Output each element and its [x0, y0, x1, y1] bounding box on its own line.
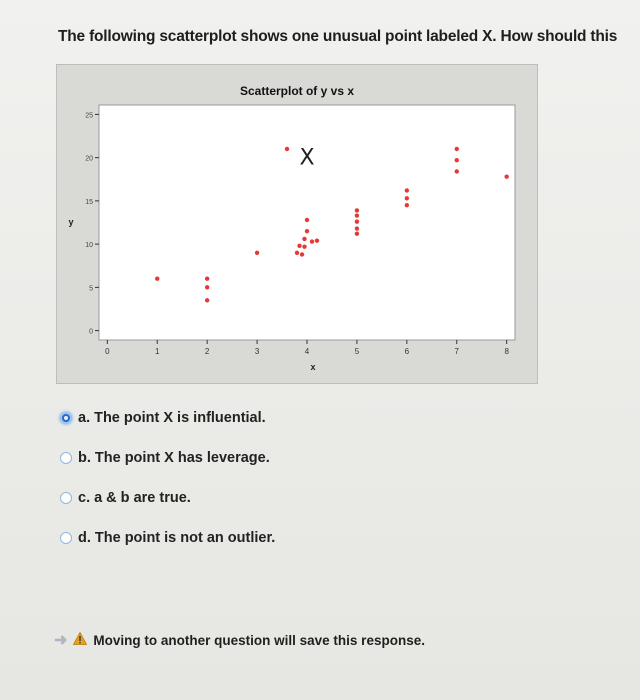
data-point	[355, 226, 359, 230]
option-letter: c.	[78, 490, 91, 506]
data-point	[455, 158, 459, 162]
data-point	[205, 298, 209, 302]
x-tick-label: 1	[155, 347, 160, 356]
y-axis-label: y	[68, 217, 74, 227]
radio-button[interactable]	[60, 452, 72, 464]
x-axis-label: x	[310, 362, 316, 372]
data-point	[405, 196, 409, 200]
radio-button[interactable]	[60, 412, 72, 424]
data-point	[455, 169, 459, 173]
data-point	[300, 252, 304, 256]
x-tick-label: 5	[354, 347, 360, 356]
x-tick-label: 6	[404, 347, 410, 356]
data-point	[355, 208, 359, 212]
data-point	[255, 251, 259, 255]
answer-option-c[interactable]	[60, 478, 275, 518]
answer-option-a[interactable]	[60, 398, 275, 438]
unusual-point-label: X	[299, 145, 315, 171]
data-point	[305, 229, 309, 233]
y-tick-label: 20	[85, 155, 93, 163]
radio-button[interactable]	[60, 492, 72, 504]
y-tick-label: 25	[85, 112, 93, 120]
data-point	[155, 277, 159, 281]
option-text: The point X has leverage.	[94, 450, 270, 466]
option-text: The point X is influential.	[94, 410, 266, 426]
x-tick-label: 2	[204, 347, 210, 356]
data-point	[504, 174, 508, 178]
answer-options	[60, 398, 275, 558]
plot-area	[99, 105, 515, 340]
option-letter: a.	[78, 410, 91, 426]
data-point	[302, 245, 306, 249]
y-tick-label: 0	[89, 328, 93, 336]
save-notice-text: Moving to another question will save this response.	[93, 632, 425, 648]
y-tick-label: 15	[85, 198, 93, 206]
data-point	[305, 218, 309, 222]
answer-option-d[interactable]	[60, 518, 275, 558]
x-tick-label: 0	[105, 347, 110, 356]
data-point	[310, 239, 314, 243]
data-point	[302, 237, 306, 241]
data-point	[295, 251, 299, 255]
data-point	[355, 232, 359, 236]
save-notice	[54, 630, 425, 650]
chart-title: Scatterplot of y vs x	[239, 84, 355, 98]
x-tick-label: 7	[454, 347, 459, 356]
scatterplot-figure	[56, 64, 538, 384]
answer-option-b[interactable]	[60, 438, 275, 478]
data-point	[315, 238, 319, 242]
x-tick-label: 3	[254, 347, 260, 356]
radio-button[interactable]	[60, 532, 72, 544]
data-point	[355, 219, 359, 223]
option-text: a & b are true.	[94, 490, 191, 506]
arrow-icon: ➜	[54, 632, 68, 649]
data-point	[205, 285, 209, 289]
data-point	[205, 277, 209, 281]
data-point	[405, 203, 409, 207]
y-tick-label: 10	[85, 242, 93, 250]
warning-icon	[73, 632, 87, 648]
scatterplot-chart	[57, 65, 537, 383]
data-point	[285, 147, 289, 151]
option-letter: b.	[78, 450, 91, 466]
x-tick-label: 8	[504, 347, 509, 356]
data-point	[355, 213, 359, 217]
data-point	[405, 188, 409, 192]
x-tick-label: 4	[304, 347, 310, 356]
y-tick-label: 5	[89, 285, 93, 293]
option-text: The point is not an outlier.	[94, 530, 276, 546]
data-point	[297, 244, 301, 248]
data-point	[455, 147, 459, 151]
option-letter: d.	[78, 530, 91, 546]
question-text: The following scatterplot shows one unusual point labeled X. How should this	[58, 28, 618, 45]
